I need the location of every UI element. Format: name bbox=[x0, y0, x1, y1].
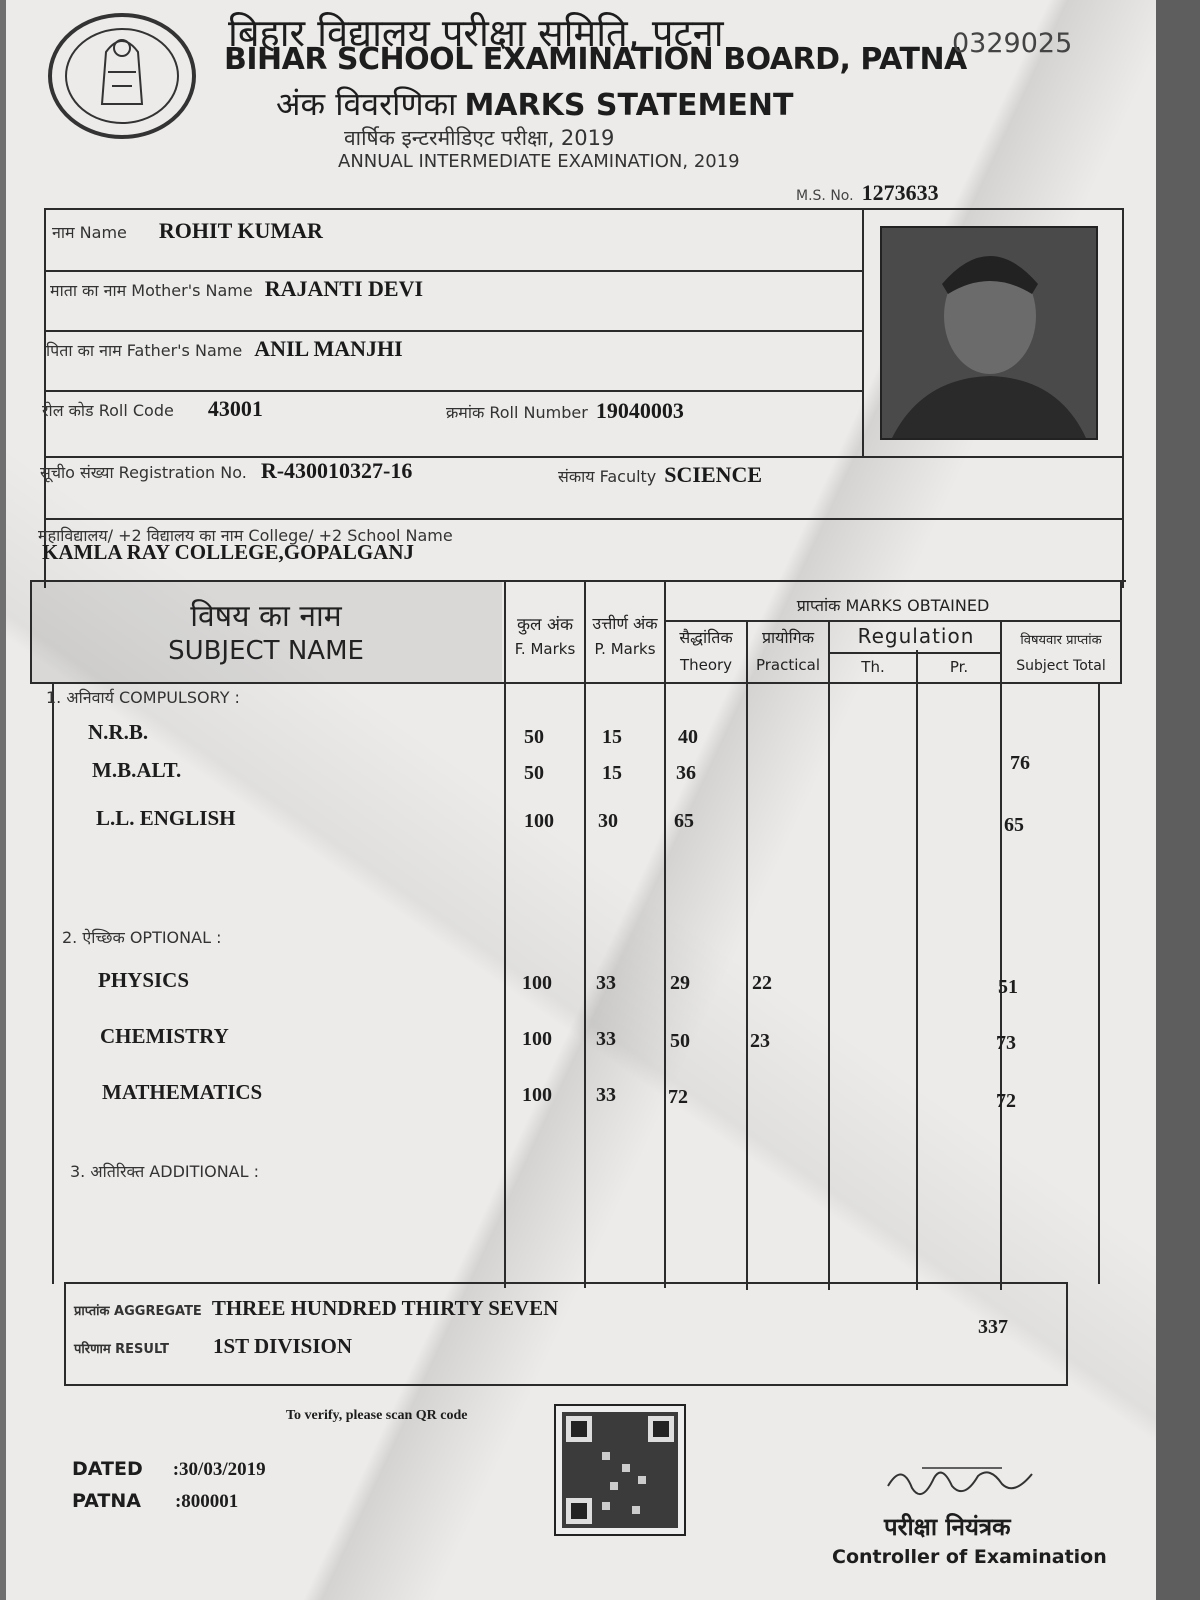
subject-name: N.R.B. bbox=[88, 720, 149, 744]
faculty-field bbox=[558, 462, 762, 488]
board-title-english: BIHAR SCHOOL EXAMINATION BOARD, PATNA bbox=[224, 42, 967, 77]
subject-name: M.B.ALT. bbox=[92, 758, 182, 782]
roll-number-field bbox=[446, 398, 684, 424]
photo-border-left bbox=[862, 208, 864, 456]
marks-obtained-header: प्राप्तांक MARKS OBTAINED bbox=[796, 596, 990, 615]
row-divider bbox=[44, 270, 862, 272]
roll-number-value: 19040003 bbox=[595, 398, 684, 423]
subject-total-header-hindi: विषयवार प्राप्तांक bbox=[1020, 633, 1102, 648]
college-label: महाविद्यालय/ +2 विद्यालय का नाम College/ +2 School Name bbox=[38, 526, 453, 545]
statement-title bbox=[276, 82, 793, 125]
pass-marks: 33 bbox=[596, 972, 616, 994]
ms-number bbox=[796, 180, 939, 206]
col-divider bbox=[584, 582, 586, 1288]
pmarks-header-english: P. Marks bbox=[594, 640, 656, 658]
father-name-label: पिता का नाम Father's Name bbox=[46, 341, 243, 360]
col-divider bbox=[664, 582, 666, 1288]
col-divider bbox=[504, 582, 506, 1288]
row-divider bbox=[666, 620, 1120, 622]
subject-name: MATHEMATICS bbox=[102, 1080, 263, 1104]
optional-group-label: 2. ऐच्छिक OPTIONAL : bbox=[62, 928, 222, 947]
dated-value: :30/03/2019 bbox=[172, 1459, 266, 1480]
pmarks-header-hindi: उत्तीर्ण अंक bbox=[592, 614, 658, 633]
result-value: 1ST DIVISION bbox=[212, 1334, 353, 1358]
name-field bbox=[52, 218, 323, 244]
roll-code-field bbox=[42, 396, 263, 422]
pass-marks: 33 bbox=[596, 1084, 616, 1106]
dated-label: DATED bbox=[72, 1458, 143, 1480]
subject-name: PHYSICS bbox=[98, 968, 190, 992]
practical-marks: 22 bbox=[752, 972, 772, 994]
roll-code-label: रोल कोड Roll Code bbox=[42, 401, 174, 420]
verify-instruction: To verify, please scan QR code bbox=[286, 1408, 468, 1423]
aggregate-words: THREE HUNDRED THIRTY SEVEN bbox=[211, 1296, 559, 1320]
full-marks: 100 bbox=[524, 810, 554, 832]
patna-row bbox=[72, 1490, 238, 1513]
mother-name-value: RAJANTI DEVI bbox=[264, 276, 424, 301]
full-marks: 50 bbox=[524, 726, 544, 748]
pass-marks: 15 bbox=[602, 762, 622, 784]
subject-header-english: SUBJECT NAME bbox=[168, 636, 364, 666]
controller-signature bbox=[882, 1456, 1052, 1506]
theory-header-english: Theory bbox=[679, 656, 733, 674]
theory-marks: 72 bbox=[668, 1086, 688, 1108]
row-divider bbox=[830, 652, 1002, 654]
board-title-hindi: बिहार विद्यालय परीक्षा समिति, पटना bbox=[228, 11, 724, 55]
subject-total: 73 bbox=[996, 1032, 1016, 1054]
ms-number-value: 1273633 bbox=[861, 180, 939, 205]
col-divider bbox=[746, 622, 748, 1290]
pass-marks: 15 bbox=[602, 726, 622, 748]
regulation-theory-header: Th. bbox=[861, 658, 885, 676]
theory-marks: 50 bbox=[670, 1030, 690, 1052]
qr-code-frame bbox=[554, 1404, 686, 1536]
theory-header-hindi: सैद्धांतिक bbox=[679, 628, 733, 647]
qr-code bbox=[562, 1412, 678, 1528]
additional-group-label: 3. अतिरिक्त ADDITIONAL : bbox=[70, 1162, 260, 1181]
exam-title-english: ANNUAL INTERMEDIATE EXAMINATION, 2019 bbox=[338, 151, 740, 172]
theory-marks: 40 bbox=[678, 726, 698, 748]
subject-header-hindi: विषय का नाम bbox=[190, 599, 342, 634]
pass-marks: 33 bbox=[596, 1028, 616, 1050]
practical-marks: 23 bbox=[750, 1030, 770, 1052]
serial-number: 0329025 bbox=[952, 28, 1073, 59]
name-label: नाम Name bbox=[52, 223, 127, 242]
mother-name-field bbox=[50, 276, 423, 302]
roll-code-value: 43001 bbox=[207, 396, 263, 421]
col-divider bbox=[1000, 622, 1002, 1290]
row-divider bbox=[44, 390, 862, 392]
aggregate-total: 337 bbox=[978, 1316, 1008, 1338]
table-header-bottom bbox=[30, 682, 1122, 684]
faculty-value: SCIENCE bbox=[664, 462, 763, 487]
practical-header-english: Practical bbox=[755, 656, 821, 674]
theory-marks: 36 bbox=[676, 762, 696, 784]
details-border-top bbox=[44, 208, 1124, 210]
controller-title-hindi: परीक्षा नियंत्रक bbox=[884, 1513, 1011, 1541]
practical-header-hindi: प्रायोगिक bbox=[761, 628, 815, 647]
row-divider bbox=[44, 518, 1124, 520]
roll-number-label: क्रमांक Roll Number bbox=[446, 403, 588, 422]
compulsory-combined-total: 76 bbox=[1010, 752, 1030, 774]
subject-total: 65 bbox=[1004, 814, 1024, 836]
mother-name-label: माता का नाम Mother's Name bbox=[50, 281, 253, 300]
subject-total: 72 bbox=[996, 1090, 1016, 1112]
full-marks: 100 bbox=[522, 1028, 552, 1050]
full-marks: 100 bbox=[522, 972, 552, 994]
registration-field bbox=[40, 458, 412, 484]
name-value: ROHIT KUMAR bbox=[158, 218, 323, 243]
board-seal-logo bbox=[46, 12, 198, 140]
full-marks: 50 bbox=[524, 762, 544, 784]
pass-marks: 30 bbox=[598, 810, 618, 832]
father-name-field bbox=[46, 336, 403, 362]
statement-title-hindi: अंक विवरणिका bbox=[276, 85, 457, 123]
marks-statement-document bbox=[6, 0, 1156, 1600]
statement-title-english: MARKS STATEMENT bbox=[464, 88, 794, 123]
college-value: KAMLA RAY COLLEGE,GOPALGANJ bbox=[42, 540, 415, 564]
background-edge bbox=[1156, 0, 1200, 1600]
ms-number-label: M.S. No. bbox=[796, 188, 854, 204]
result-row bbox=[74, 1334, 352, 1359]
fmarks-header-english: F. Marks bbox=[514, 640, 576, 658]
controller-title-english: Controller of Examination bbox=[832, 1546, 1107, 1568]
patna-label: PATNA bbox=[72, 1490, 141, 1512]
registration-label: सूचीo संख्या Registration No. bbox=[40, 463, 247, 482]
student-photo-portrait bbox=[882, 228, 1096, 438]
student-photo bbox=[880, 226, 1098, 440]
dated-row bbox=[72, 1458, 266, 1481]
subject-total-header-english: Subject Total bbox=[1016, 658, 1106, 674]
aggregate-label: प्राप्तांक AGGREGATE bbox=[74, 1304, 202, 1319]
theory-marks: 29 bbox=[670, 972, 690, 994]
father-name-value: ANIL MANJHI bbox=[254, 336, 403, 361]
table-border-left bbox=[52, 684, 54, 1284]
table-border-right bbox=[1098, 684, 1100, 1284]
col-divider bbox=[828, 622, 830, 1290]
table-border-right bbox=[1120, 580, 1122, 684]
regulation-header: Regulation bbox=[857, 624, 975, 648]
aggregate-row bbox=[74, 1296, 558, 1321]
regulation-practical-header: Pr. bbox=[949, 658, 969, 676]
compulsory-group-label: 1. अनिवार्य COMPULSORY : bbox=[46, 688, 240, 707]
col-divider bbox=[916, 650, 918, 1290]
full-marks: 100 bbox=[522, 1084, 552, 1106]
subject-total: 51 bbox=[998, 976, 1018, 998]
subject-name: CHEMISTRY bbox=[100, 1024, 229, 1048]
exam-title-hindi: वार्षिक इन्टरमीडिएट परीक्षा, 2019 bbox=[344, 126, 615, 150]
registration-value: R-430010327-16 bbox=[260, 458, 413, 483]
patna-value: :800001 bbox=[174, 1491, 239, 1512]
fmarks-header-hindi: कुल अंक bbox=[516, 615, 574, 635]
details-border-right bbox=[1122, 208, 1124, 588]
faculty-label: संकाय Faculty bbox=[558, 467, 657, 486]
subject-name: L.L. ENGLISH bbox=[96, 806, 236, 830]
row-divider bbox=[44, 330, 862, 332]
result-label: परिणाम RESULT bbox=[74, 1342, 169, 1357]
theory-marks: 65 bbox=[674, 810, 694, 832]
